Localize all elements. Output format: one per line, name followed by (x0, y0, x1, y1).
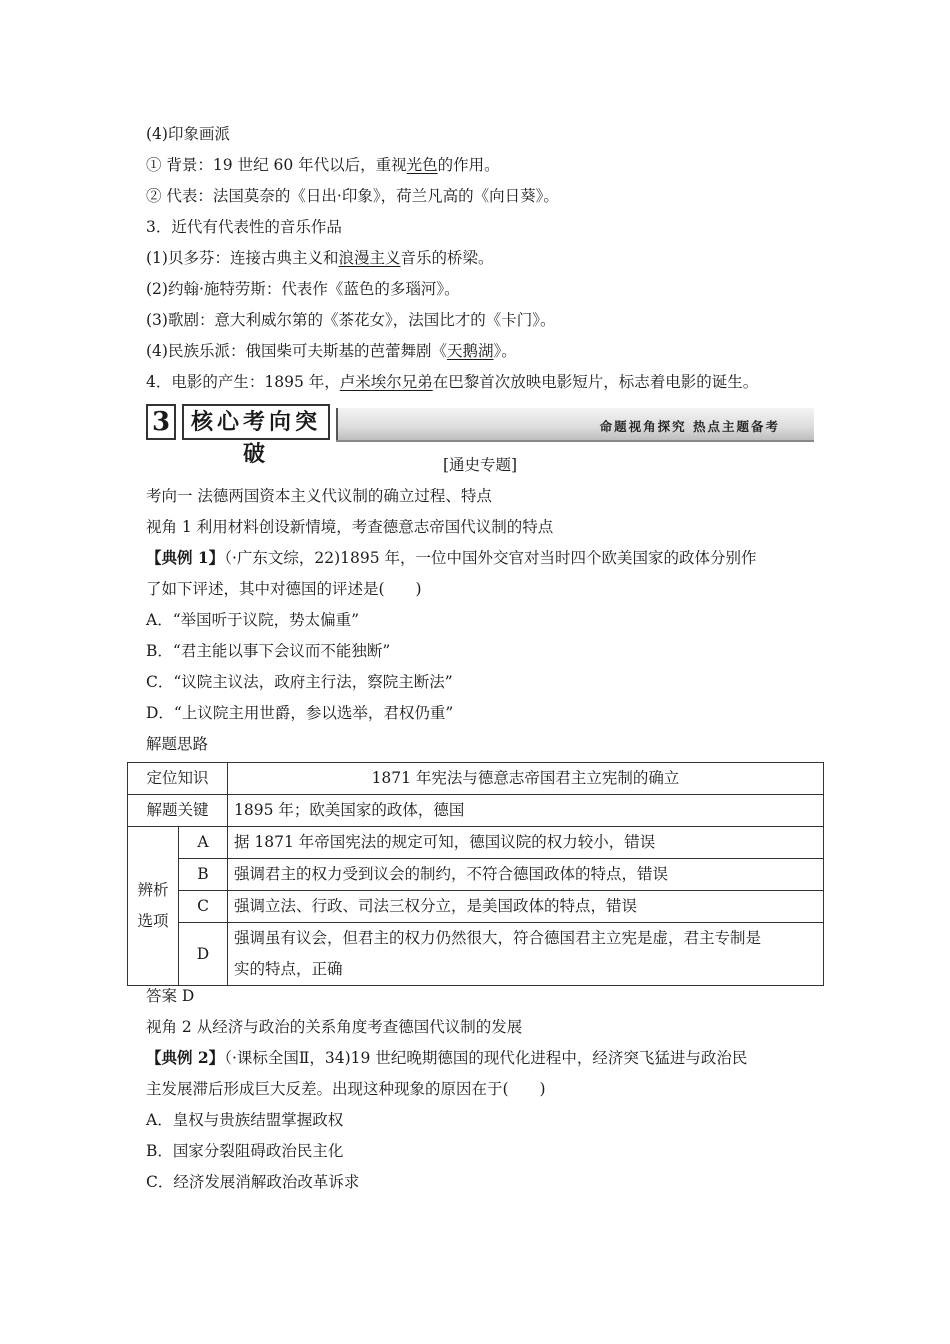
example-two-option-a: A．皇权与贵族结盟掌握政权 (146, 1111, 344, 1129)
banner-underline (336, 440, 814, 442)
example-two-line2: 主发展滞后形成巨大反差。出现这种现象的原因在于( ) (146, 1080, 546, 1098)
banner-title: 核心考向突破 (182, 404, 330, 440)
table-option-letter: A (179, 827, 228, 859)
table-row (128, 795, 824, 827)
table-option-text: 强调君主的权力受到议会的制约，不符合德国政体的特点，错误 (228, 859, 824, 891)
opera-item: (3)歌剧：意大利威尔第的《茶花女》，法国比才的《卡门》。 (146, 311, 556, 329)
example-one-option-a: A．“举国听于议院，势太偏重” (146, 611, 360, 629)
example-one-option-c: C．“议院主议法，政府主行法，察院主断法” (146, 673, 453, 691)
table-value-key: 1895 年；欧美国家的政体，德国 (228, 795, 824, 827)
beethoven-item: (1)贝多芬：连接古典主义和浪漫主义音乐的桥梁。 (146, 249, 494, 267)
table-key-key: 解题关键 (128, 795, 228, 827)
solution-table (127, 762, 824, 986)
national-school-item: (4)民族乐派：俄国柴可夫斯基的芭蕾舞剧《天鹅湖》。 (146, 342, 517, 360)
music-heading: 3．近代有代表性的音乐作品 (146, 218, 342, 236)
solution-label: 解题思路 (146, 735, 209, 753)
angle-two: 视角 2 从经济与政治的关系角度考查德国代议制的发展 (146, 1018, 523, 1036)
impressionism-representatives: ② 代表：法国莫奈的《日出·印象》，荷兰凡高的《向日葵》。 (146, 187, 559, 205)
example-one-option-d: D．“上议院主用世爵，参以选举，君权仍重” (146, 704, 454, 722)
table-option-letter: B (179, 859, 228, 891)
table-value-locate: 1871 年宪法与德意志帝国君主立宪制的确立 (228, 763, 824, 795)
table-key-locate: 定位知识 (128, 763, 228, 795)
direction-one: 考向一 法德两国资本主义代议制的确立过程、特点 (146, 487, 492, 505)
table-option-letter: C (179, 891, 228, 923)
table-option-letter: D (179, 923, 228, 986)
table-option-text: 强调虽有议会，但君主的权力仍然很大，符合德国君主立宪是虚，君主专制是 实的特点，正确 (228, 923, 824, 986)
table-row (128, 891, 824, 923)
example-two-option-c: C．经济发展消解政治改革诉求 (146, 1173, 360, 1191)
example-two-option-b: B．国家分裂阻碍政治民主化 (146, 1142, 344, 1160)
table-row (128, 923, 824, 986)
strauss-item: (2)约翰·施特劳斯：代表作《蓝色的多瑙河》。 (146, 280, 460, 298)
table-option-text: 强调立法、行政、司法三权分立，是美国政体的特点，错误 (228, 891, 824, 923)
angle-one: 视角 1 利用材料创设新情境，考查德意志帝国代议制的特点 (146, 518, 554, 536)
film-item: 4．电影的产生：1895 年，卢米埃尔兄弟在巴黎首次放映电影短片，标志着电影的诞生。 (146, 373, 759, 391)
example-two-line1: 【典例 2】（·课标全国Ⅱ，34)19 世纪晚期德国的现代化进程中，经济突飞猛进与政治民 (146, 1048, 748, 1067)
example-one-line2: 了如下评述，其中对德国的评述是( ) (146, 580, 422, 598)
answer-one: 答案 D (146, 987, 195, 1005)
impressionism-heading: (4)印象画派 (146, 125, 230, 143)
banner-number: 3 (146, 404, 176, 440)
banner-subtitle: 命题视角探究 热点主题备考 (599, 419, 780, 434)
example-one-option-b: B．“君主能以事下会议而不能独断” (146, 642, 391, 660)
table-row (128, 827, 824, 859)
impressionism-background: ① 背景：19 世纪 60 年代以后，重视光色的作用。 (146, 156, 500, 174)
table-row (128, 859, 824, 891)
example-one-line1: 【典例 1】（·广东文综，22)1895 年，一位中国外交官对当时四个欧美国家的政体分别作 (146, 548, 757, 567)
section-label: [通史专题] (442, 456, 518, 474)
table-row (128, 763, 824, 795)
table-group-label: 辨析 选项 (128, 827, 179, 986)
example-two-tag: 【典例 2】 (146, 1048, 225, 1067)
table-option-text: 据 1871 年帝国宪法的规定可知，德国议院的权力较小，错误 (228, 827, 824, 859)
example-one-tag: 【典例 1】 (146, 548, 225, 567)
